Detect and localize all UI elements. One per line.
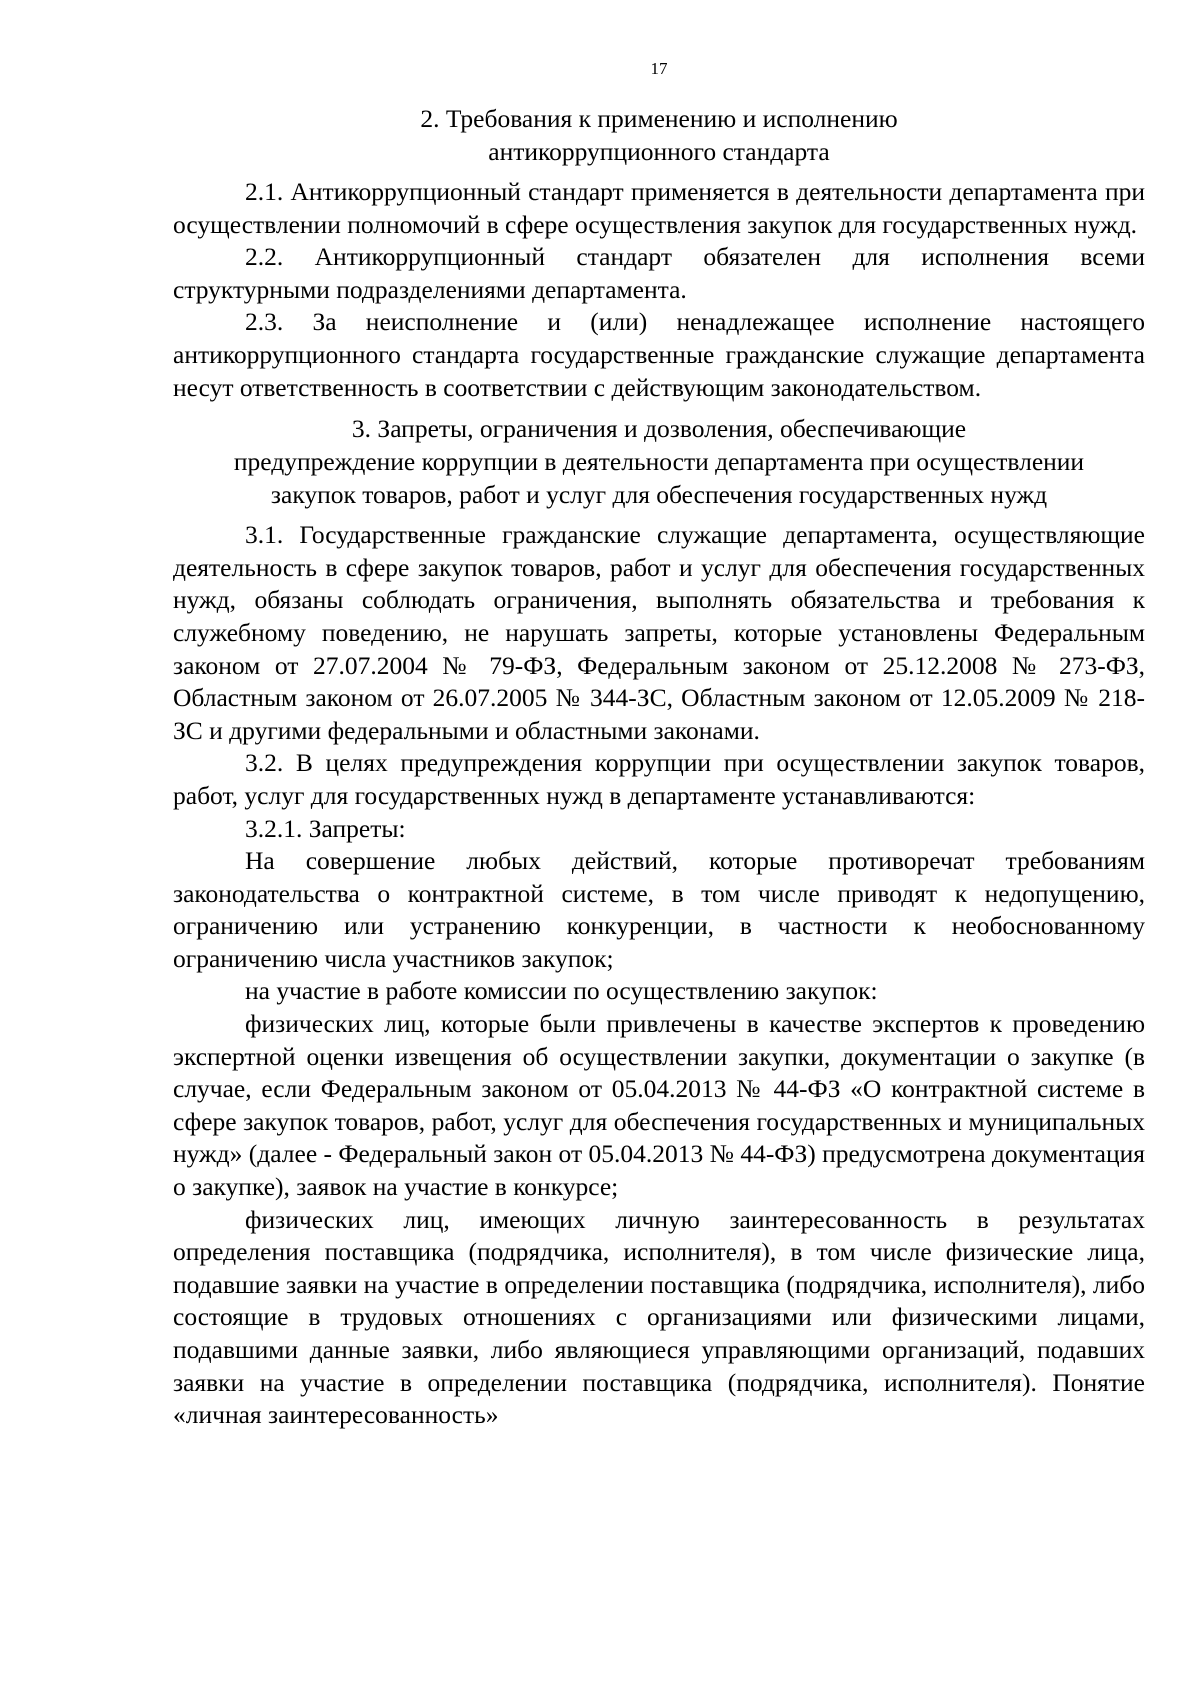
paragraph-2-1: 2.1. Антикоррупционный стандарт применяется в деятельности департамента при осуществлении полномочий в сфере осуществления закупок для государственных нужд. — [173, 177, 1145, 239]
section-2-heading — [173, 102, 1145, 168]
section-3-heading-line-1: 3. Запреты, ограничения и дозволения, обеспечивающие — [351, 414, 967, 444]
paragraph-prohibitions: На совершение любых действий, которые противоречат требованиям законодательства о контрактной системе, в том числе приводят к недопущению, ограничению или устранению конкуренции, в частности к необоснованному ограничению числа участников закупок; — [173, 846, 1145, 973]
section-3-heading-line-3: закупок товаров, работ и услуг для обеспечения государственных нужд — [270, 480, 1048, 510]
document-page — [173, 58, 1145, 1432]
paragraph-2-3: 2.3. За неисполнение и (или) ненадлежащее исполнение настоящего антикоррупционного стандарта государственные гражданские служащие департамента несут ответственность в соответствии с действующим законодательством. — [173, 307, 1145, 402]
paragraph-3-1: 3.1. Государственные гражданские служащие департамента, осуществляющие деятельность в сфере закупок товаров, работ и услуг для обеспечения государственных нужд, обязаны соблюдать ограничения, выполнять обязательства и требования к служебному поведению, не нарушать запреты, которые установлены Федеральным законом от 27.07.2004 № 79-ФЗ, Федеральным законом от 25.12.2008 № 273-ФЗ, Областным законом от 26.07.2005 № 344-ЗС, Областным законом от 12.05.2009 № 218-ЗС и другими федеральными и областными законами. — [173, 520, 1145, 745]
paragraph-3-2-1: 3.2.1. Запреты: — [245, 813, 406, 843]
section-2-heading-line-2: антикоррупционного стандарта — [488, 137, 830, 166]
paragraph-3-2: 3.2. В целях предупреждения коррупции при осуществлении закупок товаров, работ, услуг для государственных нужд в департаменте устанавливаются: — [173, 748, 1145, 810]
section-3-heading — [173, 412, 1145, 511]
paragraph-2-2: 2.2. Антикоррупционный стандарт обязателен для исполнения всеми структурными подразделениями департамента. — [173, 242, 1145, 304]
page-number: 17 — [650, 59, 668, 78]
paragraph-experts: физических лиц, которые были привлечены в качестве экспертов к проведению экспертной оценки извещения об осуществлении закупки, документации о закупке (в случае, если Федеральным законом от 05.04.2013 № 44-ФЗ «О контрактной системе в сфере закупок товаров, работ, услуг для обеспечения государственных и муниципальных нужд» (далее - Федеральный закон от 05.04.2013 № 44-ФЗ) предусмотрена документация о закупке), заявок на участие в конкурсе; — [173, 1009, 1145, 1202]
paragraph-personal-interest: физических лиц, имеющих личную заинтересованность в результатах определения поставщика (подрядчика, исполнителя), в том числе физические лица, подавшие заявки на участие в определении поставщика (подрядчика, исполнителя), либо состоящие в трудовых отношениях с организациями или физическими лицами, подавшими данные заявки, либо являющиеся управляющими организаций, подавших заявки на участие в определении поставщика (подрядчика, исполнителя). Понятие «личная заинтересованность» — [173, 1204, 1145, 1430]
paragraph-commission-participation: на участие в работе комиссии по осуществлению закупок: — [245, 976, 878, 1006]
section-3-heading-line-2: предупреждение коррупции в деятельности департамента при осуществлении — [233, 447, 1085, 477]
section-2-heading-line-1: 2. Требования к применению и исполнению — [420, 104, 898, 133]
